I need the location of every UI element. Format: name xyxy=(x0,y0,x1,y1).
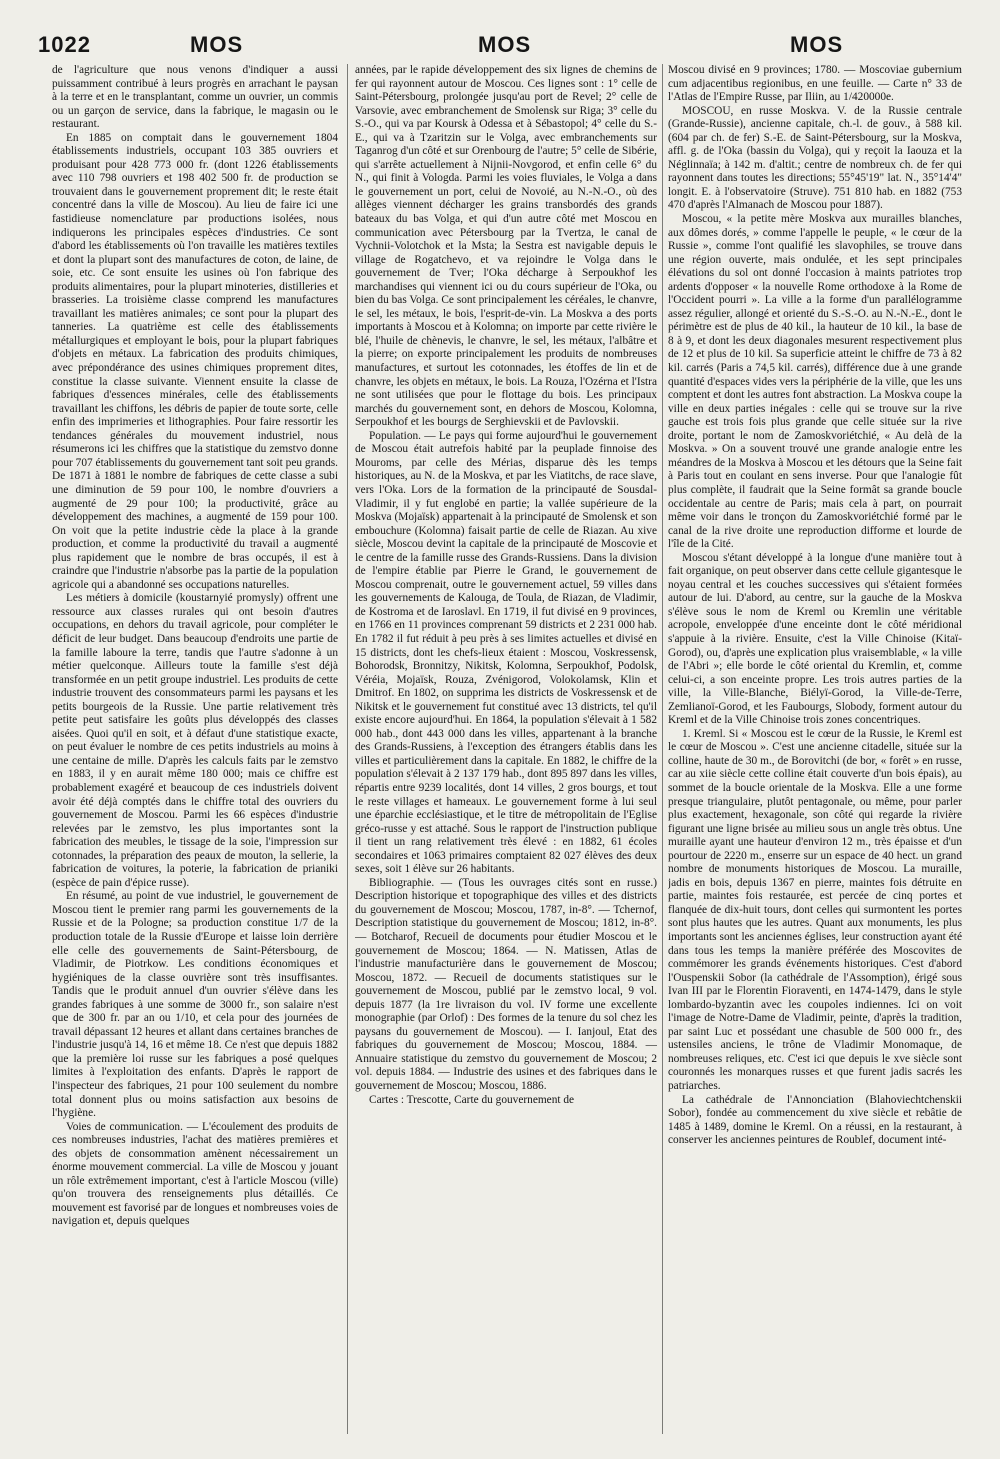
running-header xyxy=(0,26,1000,60)
paragraph: En résumé, au point de vue industriel, le gouvernement de Moscou tient le premier rang parmi les gouvernements de la Russie et de la Pologne; sa production constitue 1/7 de la production totale de la Russie d'Europe et laisse loin derrière elle celle des gouvernements de Saint-Pétersbourg, de Vladimir, de Piotrkow. Les conditions économiques et hygiéniques de la classe ouvrière sont très insuffisantes. Tandis que le produit annuel d'un ouvrier s'élève dans les grandes fabriques à une somme de 3000 fr., son salaire n'est que de 300 fr. par an ou 1/10, et cela pour des journées de travail dépassant 12 heures et allant dans certaines branches de l'industrie jusqu'à 14, 16 et même 18. Ce n'est que depuis 1882 que la première loi russe sur les fabriques a posé quelques limites à l'exploitation des enfants. D'après le rapport de l'inspecteur des fabriques, 21 pour 100 seulement du nombre total donnent plus ou moins satisfaction aux besoins de l'hygiène. xyxy=(52,890,338,1120)
paragraph: Les métiers à domicile (koustarnyié promysly) offrent une ressource aux classes rurales qui ont besoin d'autres occupations, en dehors du travail agricole, pour compléter le déficit de leur budget. Dans beaucoup d'endroits une partie de la famille laboure la terre, tandis que l'autre s'adonne à un métier quelconque. Ailleurs toute la famille s'est déjà transformée en un petit groupe industriel. Les produits de cette industrie trouvent des consommateurs parmi les paysans et les petits bourgeois de la Russie. Une partie relativement très petite peut satisfaire les goûts plus développés des classes aisées. Quoi qu'il en soit, et à défaut d'une statistique exacte, on peut évaluer le nombre de ces petits industriels au moins à une centaine de mille. D'après les calculs faits par le zemstvo en 1883, il y en aurait même 180 000; mais ce chiffre est probablement exagéré et beaucoup de ces industriels doivent avoir été déjà comptés dans le chiffre total des ouvriers du gouvernement de Moscou. Parmi les 66 espèces d'industrie relevées par le zemstvo, les plus importantes sont la fabrication des meubles, le tissage de la soie, l'impression sur cotonnades, la préparation des peaux de mouton, la sellerie, la fabrication de voitures, la poterie, la fabrication de prianiki (espèce de pain d'épice russe). xyxy=(52,592,338,889)
paragraph: Cartes : Trescotte, Carte du gouvernement de xyxy=(369,1093,575,1106)
paragraph: années, par le rapide développement des six lignes de chemins de fer qui rayonnent autour de Moscou. Ces lignes sont : 1° celle de Saint-Pétersbourg, prolongée jusqu'au port de Revel; 2° celle de Varsovie, avec embranchement de Smolensk sur Riga; 3° celle du S.-O., qui va par Koursk à Odessa et à Sébastopol; 4° celle du S.-E., qui va à Tzaritzin sur le Volga, avec embranchements sur Taganrog d'un côté et sur Orenbourg de l'autre; 5° celle de Sibérie, qui s'arrête actuellement à Nijnii-Novgorod, et enfin celle 6° du N., qui finit à Vologda. Parmi les voies fluviales, le Volga a dans le gouvernement un port, celui de Novoié, au N.-N.-O., où des allèges viennent décharger les grains transbordés des grands bateaux du bas Volga, et qui d'un autre côté met Moscou en communication avec Pétersbourg par la Tvertza, le canal de Vychnii-Volotchok et la Msta; la Sestra est navigable depuis le village de Rogatchevo, et va rejoindre le Volga dans le gouvernement de Tver; l'Oka décharge à Serpoukhof les marchandises qui viennent ici ou du cours supérieur de l'Oka, ou bien du bas Volga. Ce sont principalement les céréales, le chanvre, le sel, les métaux, le bois, l'esprit-de-vin. La Moskva a des ports importants à Moscou et à Kolomna; on importe par cette rivière le blé, l'huile de chènevis, le chanvre, le sel, les métaux, l'albâtre et la pierre; on exporte principalement les produits de nombreuses manufactures, et surtout les cotonnades, les étoffes de lin et de chanvre, les objets en métaux, le bois. La Rouza, l'Ozérna et l'Istra ne sont utilisées que pour le flottage du bois. Les principaux marchés du gouvernement sont, en dehors de Moscou, Kolomna, Serpoukhof et les bourgs de Serghievskii et de Pavlovskii. xyxy=(355,64,657,429)
text-column-2 xyxy=(355,64,657,1444)
page-number: 1022 xyxy=(38,32,91,57)
running-head-right: MOS xyxy=(790,32,844,57)
text-column-1 xyxy=(52,64,338,1444)
paragraph: Population. — Le pays qui forme aujourd'hui le gouvernement de Moscou était autrefois habité par la peuplade finnoise des Mouroms, par celle des Mérias, disparue dès les temps historiques, au N. de la Moskva, et par les Viatitchs, de race slave, vers l'Oka. Lors de la formation de la principauté de Sousdal-Vladimir, il y fut englobé en partie; la vallée supérieure de la Moskva (Mojaïsk) appartenait à la principauté de Smolensk et son embouchure (Kolomna) faisait partie de celle de Riazan. Au xive siècle, Moscou devint la capitale de la principauté de Moscovie et le centre de la famille russe des Grands-Russiens. Dans la division de l'empire établie par Pierre le Grand, le gouvernement de Moscou comprenait, outre le gouvernement actuel, 59 villes dans les gouvernements de Kalouga, de Toula, de Riazan, de Vladimir, de Kostroma et de Iaroslavl. En 1719, il fut divisé en 9 provinces, en 1766 en 11 provinces comprenant 59 districts et 2 231 000 hab. En 1782 il fut réduit à peu près à ses limites actuelles et divisé en 15 districts, dont les chefs-lieux étaient : Moscou, Voskressensk, Bohorodsk, Bronnitzy, Nikitsk, Kolomna, Serpoukhof, Podolsk, Véréia, Mojaïsk, Rouza, Zvénigorod, Volokolamsk, Klin et Dmitrof. En 1802, on supprima les districts de Voskressensk et de Nikitsk et le gouvernement fut constitué avec 13 districts, tel qu'il existe encore aujourd'hui. En 1864, la population s'élevait à 1 582 000 hab., dont 443 000 dans les villes, appartenant à la branche des Grands-Russiens, à l'exception des étrangers établis dans les villes et particulièrement dans la capitale. En 1882, le chiffre de la population s'élevait à 2 137 179 hab., dont 895 897 dans les villes, répartis entre 9239 localités, dont 14 villes, 2 gros bourgs, et tout le reste villages et hameaux. Le gouvernement forme à lui seul une éparchie ecclésiastique, et le titre de métropolitain de l'Eglise gréco-russe y est attaché. Sous le rapport de l'instruction publique il tient un rang relativement très élevé : en 1882, 61 écoles secondaires et 1063 primaires comptaient 82 027 élèves des deux sexes, soit 1 élève sur 26 habitants. xyxy=(355,429,657,876)
paragraph: Moscou divisé en 9 provinces; 1780. — Moscoviae gubernium cum adjacentibus regionibus, en une feuille. — Carte n° 33 de l'Atlas de l'Empire Russe, par Iliin, au 1/420000e. xyxy=(668,64,962,104)
paragraph: Moscou s'étant développé à la longue d'une manière tout à fait organique, on peut observer dans cette cellule gigantesque le noyau central et les couches successives qui s'étaient formées autour de lui. D'abord, au centre, sur la gauche de la Moskva s'élève sous le nom de Kreml ou Kremlin une véritable acropole, enveloppée d'une enceinte dont le côté méridional s'appuie à la rivière. Ensuite, c'est la Ville Chinoise (Kitaï-Gorod), ou, d'après une explication plus vraisemblable, « la ville de l'Abri »; elle borde le côté oriental du Kremlin, et, comme celui-ci, a son enceinte propre. Les trois autres parties de la ville, la Ville-Blanche, Biélyï-Gorod, la Ville-de-Terre, Zemlianoï-Gorod, et les Faubourgs, Slobody, forment autour du Kreml et de la Ville Chinoise trois zones concentriques. xyxy=(668,551,962,727)
paragraph: Voies de communication. — L'écoulement des produits de ces nombreuses industries, l'achat des matières premières et des objets de consommation amènent nécessairement un énorme mouvement commercial. La ville de Moscou y jouant un rôle extrêmement important, c'est à l'article Moscou (ville) qu'on trouvera des renseignements plus détaillés. Ce mouvement est favorisé par de longues et nombreuses voies de navigation et, depuis quelques xyxy=(52,1120,338,1228)
paragraph: En 1885 on comptait dans le gouvernement 1804 établissements industriels, occupant 103 385 ouvriers et produisant pour 428 773 000 fr. (dont 1226 établissements avec 110 798 ouvriers et 198 402 500 fr. de production se trouvaient dans le gouvernement proprement dit; le reste était concentré dans la ville de Moscou). Au lieu de faire ici une fastidieuse nomenclature par productions isolées, nous indiquerons les principales espèces d'industries. Ce sont d'abord les établissements où l'on travaille les matières textiles et dont la plupart sont des manufactures de coton, de laine, de soie, etc. Ce sont ensuite les usines où l'on fabrique des produits alimentaires, pour la plupart minoteries, distilleries et brasseries. La troisième classe comprend les manufactures travaillant les matières animales; ce sont pour la plupart des tanneries. La quatrième est celle des établissements métallurgiques et employant le bois, pour la plupart fabriques d'objets en métaux. La fabrication des produits chimiques, avec prépondérance des usines chimiques proprement dites, constitue la classe suivante. Viennent ensuite la classe de fabriques d'essences minérales, celle des établissements travaillant les chiffons, les débris de papier de toute sorte, celle enfin des imprimeries et lithographies. Pour faire ressortir les tendances générales du mouvement industriel, nous résumerons ici les chiffres que la statistique du zemstvo donne pour 707 établissements du gouvernement tant soit peu grands. De 1871 à 1881 le nombre de fabriques de cette classe a subi une diminution de 59 pour 100, le nombre d'ouvriers a augmenté de 29 pour 100; la productivité, grâce au développement des machines, a augmenté de 159 pour 100. On voit que la petite industrie cède la place à la grande production, et comme la productivité du travail a augmenté plus rapidement que le nombre de bras occupés, il est à craindre que l'industrie n'absorbe pas la partie de la population agricole qui a abandonné ses occupations naturelles. xyxy=(52,131,338,591)
paragraph: La cathédrale de l'Annonciation (Blahoviechtchenskii Sobor), fondée au commencement du xive siècle et rebâtie de 1485 à 1489, domine le Kreml. On a réussi, en la restaurant, à conserver les anciennes peintures de Roublef, document inté- xyxy=(668,1093,962,1147)
text-column-3 xyxy=(668,64,962,1444)
paragraph: MOSCOU, en russe Moskva. V. de la Russie centrale (Grande-Russie), ancienne capitale, ch.-l. de gouv., à 588 kil. (604 par ch. de fer) S.-E. de Saint-Pétersbourg, sur la Moskva, affl. g. de l'Oka (bassin du Volga), qui y reçoit la Iaouza et la Néglinnaïa; à 142 m. d'altit.; centre de nombreux ch. de fer qui rayonnent dans toutes les directions; 55°45'19" lat. N., 35°14'4" longit. E. à l'observatoire (Struve). 751 810 hab. en 1882 (753 470 d'après l'Almanach de Moscou pour 1887). xyxy=(668,104,962,212)
paragraph: 1. Kreml. Si « Moscou est le cœur de la Russie, le Kreml est le cœur de Moscou ». C'est une ancienne citadelle, située sur la colline, haute de 30 m., de Borovitchi (de bor, « forêt » en russe, car au xiie siècle cette colline était couverte d'un bois épais), au sommet de la boucle orientale de la Moskva. Elle a une forme presque triangulaire, plutôt pentagonale, ou même, pour parler plus exactement, hexagonale, son côté qui regarde la rivière figurant une ligne brisée au milieu sous un angle très obtus. Une muraille ayant une hauteur d'environ 12 m., très épaisse et d'un pourtour de 2220 m., enserre sur un espace de 40 hect. un grand nombre de monuments historiques de Moscou. La muraille, jadis en bois, depuis 1367 en pierre, maintes fois détruite en partie, maintes fois restaurée, est percée de cinq portes et flanquée de dix-huit tours, dont celles qui surmontent les portes sont plus hautes que les autres. Quant aux monuments, les plus importants sont les anciennes églises, leur construction ayant été dans tous les temps la manière préférée des Moscovites de commémorer les grands événements historiques. C'est d'abord l'Ouspenskii Sobor (la cathédrale de l'Assomption), érigé sous Ivan III par le Florentin Fioraventi, en 1474-1479, dans le style lombardo-byzantin avec les coupoles indiennes. Ici on voit l'image de Notre-Dame de Vladimir, peinte, d'après la tradition, par saint Luc et possédant une chasuble de 500 000 fr., des ustensiles anciens, le trône de Vladimir Monomaque, de nombreuses reliques, etc. C'est ici que depuis le xve siècle sont couronnés les monarques russes et que furent jadis sacrés les patriarches. xyxy=(668,727,962,1093)
paragraph: de l'agriculture que nous venons d'indiquer a aussi puissamment contribué à leurs progrès en arrachant le paysan à la terre et en le transplantant, comme un ouvrier, un commis ou un garçon de service, dans la fabrique, le magasin ou le restaurant. xyxy=(52,64,338,131)
column-divider xyxy=(662,64,663,1434)
running-head-left: MOS xyxy=(190,32,244,57)
paragraph: Moscou, « la petite mère Moskva aux murailles blanches, aux dômes dorés, » comme l'appelle le peuple, « le cœur de la Russie », comme l'ont qualifié les slavophiles, se trouve dans une région ouverte, mais ondulée, et les sept principales élévations du sol ont donné l'occasion à maints patriotes trop ardents d'opposer « la nouvelle Rome orthodoxe à la Rome de l'Occident pourri ». La ville a la forme d'un parallélogramme assez régulier, allongé et orienté du S.-S.-O. au N.-N.-E., dont le périmètre est de plus de 40 kil., la hauteur de 10 kil., la base de 8 à 9, et dont les deux diagonales mesurent respectivement plus de 12 et plus de 10 kil. Sa superficie atteint le chiffre de 73 à 82 kil. carrés (Paris a 74,5 kil. carrés), différence due à une grande quantité d'espaces vides vers la périphérie de la ville, que les uns comptent et dont les autres font abstraction. La Moskva coupe la ville en deux parties inégales : celle qui se trouve sur la rive gauche est trois fois plus grande que celle située sur la rive droite, portant le nom de Zamoskvoriétchié, « Au delà de la Moskva. » On a souvent trouvé une grande analogie entre les méandres de la Moskva à Moscou et les détours que la Seine fait à Paris tout en coulant en sens inverse. Pour que l'analogie fût plus complète, il faudrait que la Seine formât sa grande boucle occidentale au centre de Paris; mais cela à part, on pourrait même voir dans le tronçon du Zamoskvoriétchié formé par le canal de la rive droite une reproduction difforme et lourde de l'île de la Cité. xyxy=(668,213,962,551)
paragraph: Bibliographie. — (Tous les ouvrages cités sont en russe.) Description historique et topographique des villes et des districts du gouvernement de Moscou; Moscou, 1787, in-8°. — Tchernof, Description statistique du gouvernement de Moscou; 1812, in-8°. — Botcharof, Recueil de documents pour étudier Moscou et le gouvernement de Moscou; 1864. — N. Matissen, Atlas de l'industrie manufacturière dans le gouvernement de Moscou; Moscou, 1872. — Recueil de documents statistiques sur le gouvernement de Moscou, publié par le zemstvo local, 9 vol. depuis 1877 (la 1re livraison du vol. IV forme une excellente monographie (par Orlof) : Des formes de la tenure du sol chez les paysans du gouvernement de Moscou). — I. Ianjoul, Etat des fabriques du gouvernement de Moscou; Moscou, 1884. — Annuaire statistique du zemstvo du gouvernement de Moscou; 2 vol. depuis 1884. — Industrie des usines et des fabriques dans le gouvernement de Moscou; Moscou, 1886. xyxy=(355,876,657,1093)
running-head-center: MOS xyxy=(478,32,532,57)
column-divider xyxy=(347,64,348,1434)
